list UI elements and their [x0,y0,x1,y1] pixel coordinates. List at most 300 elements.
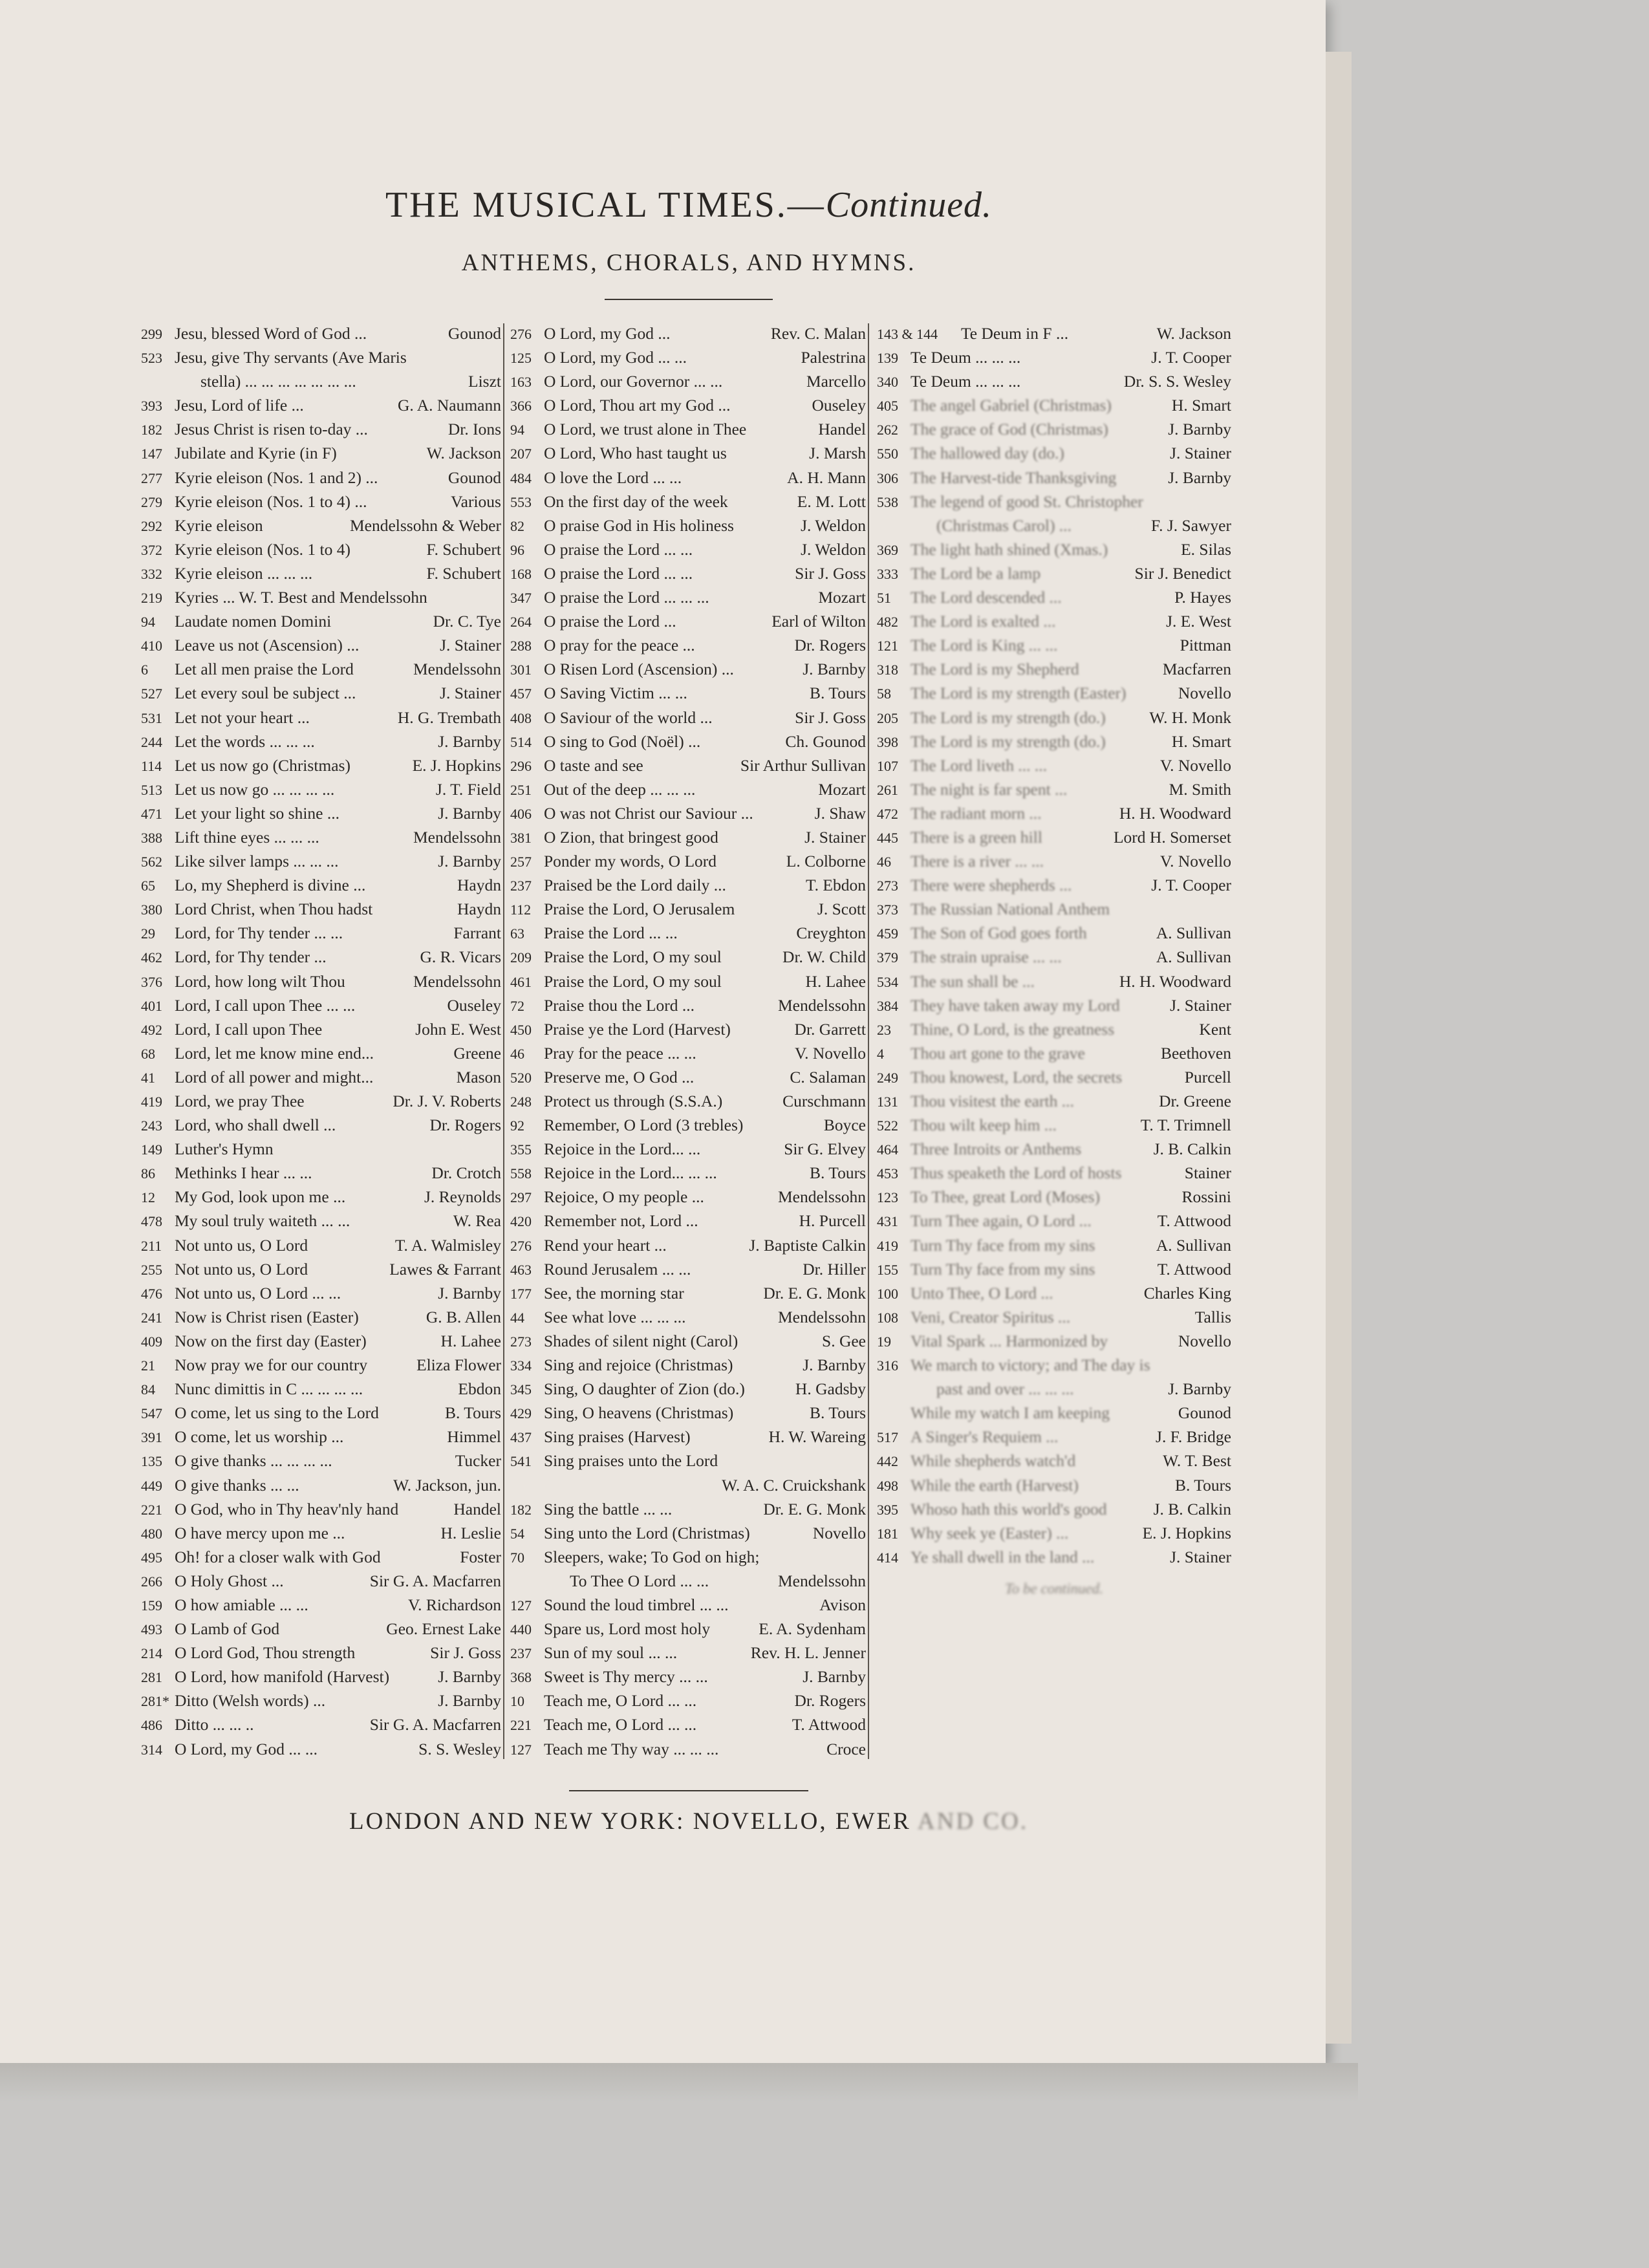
list-item [141,1065,501,1089]
item-number: 123 [877,1189,898,1206]
list-item [510,801,866,825]
bottom-rule [569,1790,808,1791]
list-item [510,1665,866,1689]
item-number: 409 [141,1333,162,1350]
item-composer: J. Shaw [814,803,866,823]
list-item [877,1377,1231,1401]
item-title: The Lord is my strength (do.) [911,731,1106,751]
item-composer: Sir J. Goss [795,707,866,727]
item-number: 12 [141,1189,155,1206]
list-item [510,1545,866,1569]
item-number: 316 [877,1357,898,1374]
list-item [877,1041,1231,1065]
item-composer: Mendelssohn [413,660,501,679]
item-number: 182 [141,422,162,438]
item-title: Rend your heart ... [544,1235,667,1255]
list-item [141,1593,501,1617]
list-item [510,1089,866,1113]
item-title: Sing and rejoice (Christmas) [544,1355,733,1375]
item-number: 345 [510,1381,532,1398]
item-title: The Lord is exalted ... [911,612,1056,631]
list-item [877,706,1231,729]
list-item [141,1545,501,1569]
list-item [141,1569,501,1593]
list-item [877,753,1231,777]
list-item [510,490,866,513]
item-title: O come, let us sing to the Lord [175,1403,379,1423]
item-composer: B. Tours [809,684,866,703]
item-number: 257 [510,854,532,870]
list-item [510,393,866,417]
list-item [877,609,1231,633]
item-number: 301 [510,662,532,678]
item-composer: Ouseley [812,396,866,415]
item-composer: G. B. Allen [426,1307,501,1326]
item-number: 450 [510,1021,532,1038]
item-composer: Pittman [1180,636,1231,655]
item-title: stella) ... ... ... ... ... ... ... [200,372,356,391]
item-title: The radiant morn ... [911,803,1042,823]
item-composer: J. F. Bridge [1156,1427,1231,1447]
list-item [510,969,866,993]
list-item [510,1497,866,1521]
item-composer: Sir J. Benedict [1134,563,1231,583]
item-title: Thou visitest the earth ... [911,1092,1074,1110]
item-title: Teach me Thy way ... ... ... [544,1739,719,1758]
list-item [877,993,1231,1017]
list-item [877,1089,1231,1113]
list-item [141,1497,501,1521]
item-composer: F. Schubert [426,563,501,583]
item-composer: Himmel [447,1427,501,1447]
item-number: 391 [141,1429,162,1446]
list-item [141,513,501,537]
item-composer: Haydn [457,876,501,895]
list-item [141,1641,501,1665]
item-composer: Handel [453,1499,501,1518]
item-composer: G. R. Vicars [420,947,501,967]
item-number: 388 [141,829,162,846]
list-item [510,1473,866,1497]
list-item [141,1377,501,1401]
item-number: 248 [510,1094,532,1110]
list-item [510,681,866,705]
item-number: 381 [510,829,532,846]
list-item [141,1521,501,1545]
item-composer: F. Schubert [426,539,501,559]
item-composer: Ch. Gounod [785,731,866,751]
item-composer: L. Colborne [786,852,866,871]
item-number: 72 [510,997,524,1014]
list-item [510,609,866,633]
item-title: Let us now go (Christmas) [175,755,350,775]
item-composer: J. Stainer [804,827,866,847]
list-item [877,1281,1231,1305]
item-composer: J. Weldon [801,515,866,535]
item-title: The hallowed day (do.) [911,444,1064,463]
list-item [510,466,866,490]
list-item [141,1449,501,1473]
item-composer: J. Stainer [1170,1547,1231,1566]
item-title: Thou art gone to the grave [911,1043,1085,1063]
item-composer: Dr. Greene [1159,1092,1231,1110]
list-item [141,490,501,513]
item-number: 177 [510,1285,532,1302]
item-number: 135 [141,1453,162,1470]
item-composer: J. Stainer [1170,995,1231,1015]
item-title: Not unto us, O Lord [175,1259,308,1279]
item-title: Now on the first day (Easter) [175,1331,367,1350]
item-composer: Novello [812,1523,866,1542]
list-item [877,417,1231,441]
list-item [877,969,1231,993]
item-number: 492 [141,1021,162,1038]
item-number: 522 [877,1118,898,1134]
item-composer: Tallis [1194,1307,1231,1326]
item-composer: H. Purcell [799,1211,866,1231]
item-title: O praise God in His holiness [544,515,734,535]
item-composer: T. Ebdon [805,876,866,895]
item-composer: V. Novello [1159,755,1231,775]
item-title: A Singer's Requiem ... [911,1427,1059,1447]
list-item [141,1737,501,1761]
item-number: 527 [141,686,162,702]
list-item [141,993,501,1017]
list-item [141,369,501,393]
item-number: 513 [141,781,162,798]
item-title: Thou knowest, Lord, the secrets [911,1067,1123,1086]
item-composer: H. Leslie [440,1523,501,1542]
list-item [510,1257,866,1281]
list-item [510,849,866,873]
item-composer: V. Novello [1159,852,1231,871]
item-title: Unto Thee, O Lord ... [911,1283,1053,1302]
item-title: The angel Gabriel (Christmas) [911,396,1112,415]
item-number: 100 [877,1285,898,1302]
item-composer: F. J. Sawyer [1150,515,1231,535]
list-item [877,681,1231,705]
list-item [877,801,1231,825]
item-number: 143 & 144 [877,326,938,342]
list-item [510,897,866,921]
list-item [141,1257,501,1281]
list-item [510,921,866,945]
item-composer: B. Tours [809,1163,866,1183]
list-item [141,849,501,873]
item-number: 334 [510,1357,532,1374]
item-composer: Sir J. Goss [430,1643,501,1663]
item-number: 127 [510,1597,532,1614]
item-number: 380 [141,902,162,918]
item-number: 401 [141,997,162,1014]
column-2 [510,321,866,1761]
item-title: Ponder my words, O Lord [544,852,717,871]
item-composer: Mendelssohn & Weber [349,515,501,535]
item-title: Sweet is Thy mercy ... ... [544,1667,708,1687]
item-number: 484 [510,470,532,486]
item-number: 84 [141,1381,155,1398]
item-composer: E. J. Hopkins [1142,1523,1231,1542]
item-composer: Purcell [1184,1067,1231,1086]
list-item [877,1161,1231,1185]
item-title: Let all men praise the Lord [175,660,354,679]
list-item [510,1113,866,1137]
item-composer: Gounod [1178,1403,1231,1423]
item-title: Praise the Lord, O my soul [544,971,722,991]
list-item [877,1401,1231,1425]
item-number: 379 [877,949,898,966]
item-composer: J. Barnby [1168,420,1231,439]
item-composer: Eliza Flower [416,1355,501,1375]
item-composer: H. Lahee [440,1331,501,1350]
item-number: 82 [510,517,524,534]
item-number: 276 [510,326,532,342]
list-item [510,1233,866,1257]
item-number: 219 [141,590,162,607]
item-number: 205 [877,709,898,726]
item-number: 94 [510,422,524,438]
list-item [141,585,501,609]
item-composer: Mendelssohn [778,1187,866,1207]
item-composer: J. Stainer [1170,444,1231,463]
list-item [877,513,1231,537]
list-item [141,801,501,825]
item-number: 46 [510,1045,524,1062]
item-composer: Liszt [468,372,501,391]
item-title: Vital Spark ... Harmonized by [911,1331,1108,1350]
section-subtitle: ANTHEMS, CHORALS, AND HYMNS. [461,250,916,276]
item-number: 279 [141,493,162,510]
item-title: Rejoice, O my people ... [544,1187,704,1207]
item-composer: J. Weldon [801,539,866,559]
item-title: Ditto (Welsh words) ... [175,1691,326,1711]
item-composer: H. G. Trembath [397,707,501,727]
list-item [510,1377,866,1401]
item-composer: M. Smith [1169,779,1231,799]
footer-text: LONDON AND NEW YORK: NOVELLO, EWER [349,1808,911,1835]
list-item [510,345,866,369]
item-title: Lift thine eyes ... ... ... [175,827,319,847]
item-title: O sing to God (Noël) ... [544,731,701,751]
item-title: Veni, Creator Spiritus ... [911,1307,1071,1326]
item-composer: A. Sullivan [1156,923,1231,943]
item-title: O Lord, we trust alone in Thee [544,420,747,439]
item-title: Turn Thee again, O Lord ... [911,1211,1092,1231]
item-title: Let your light so shine ... [175,803,339,823]
list-item [510,1281,866,1305]
item-number: 288 [510,638,532,654]
list-item [510,873,866,897]
list-item [510,1041,866,1065]
item-title: Ditto ... ... .. [175,1715,254,1734]
list-item [877,393,1231,417]
item-title: O Lord, my God ... ... [544,348,687,367]
list-item [141,537,501,561]
item-title: Nunc dimittis in C ... ... ... ... [175,1379,363,1399]
item-title: Sing, O heavens (Christmas) [544,1403,734,1423]
item-title: Praise ye the Lord (Harvest) [544,1019,731,1039]
page-edge [1326,52,1352,2044]
item-composer: Novello [1178,1331,1231,1350]
list-item [877,561,1231,585]
item-composer: Gounod [447,468,501,487]
list-item [141,969,501,993]
list-item [510,1641,866,1665]
list-item [877,1233,1231,1257]
item-number: 480 [141,1525,162,1542]
item-number: 395 [877,1501,898,1518]
item-title: Not unto us, O Lord ... ... [175,1283,341,1302]
item-composer: P. Hayes [1174,588,1231,607]
item-title: To Thee O Lord ... ... [570,1571,709,1590]
item-title: See what love ... ... ... [544,1307,686,1326]
column-divider [503,323,504,1759]
item-title: O Saving Victim ... ... [544,684,687,703]
item-title: The strain upraise ... ... [911,947,1062,967]
item-composer: Dr. Rogers [429,1116,501,1135]
item-number: 482 [877,614,898,631]
item-number: 264 [510,614,532,631]
item-title: O Lord, my God ... [544,324,671,343]
list-item [510,1185,866,1209]
item-composer: J. T. Cooper [1151,876,1231,895]
list-item [141,1617,501,1641]
item-number: 237 [510,1645,532,1662]
item-title: Rejoice in the Lord... ... ... [544,1163,717,1183]
item-number: 273 [510,1333,532,1350]
item-number: 558 [510,1165,532,1182]
item-number: 471 [141,805,162,822]
item-number: 547 [141,1405,162,1422]
item-number: 29 [141,925,155,942]
item-composer: T. Attwood [1157,1211,1231,1231]
item-title: Te Deum in F ... [961,324,1069,343]
item-number: 406 [510,805,532,822]
item-number: 86 [141,1165,155,1182]
item-number: 420 [510,1213,532,1230]
item-title: The Lord is my strength (do.) [911,707,1106,727]
title-main: THE MUSICAL TIMES.— [385,185,826,225]
item-title: Sing the battle ... ... [544,1499,673,1518]
item-composer: S. S. Wesley [418,1739,501,1758]
item-composer: Dr. S. S. Wesley [1123,372,1231,391]
item-composer: Sir G. A. Macfarren [369,1571,501,1590]
item-number: 46 [877,854,891,870]
item-title: Lo, my Shepherd is divine ... [175,876,366,895]
item-composer: W. Rea [453,1211,501,1231]
list-item [141,1353,501,1377]
item-composer: Dr. C. Tye [433,612,501,631]
item-number: 207 [510,446,532,462]
item-composer: Boyce [823,1116,866,1135]
list-item [510,825,866,849]
item-title: Luther's Hymn [175,1139,274,1159]
item-composer: T. T. Trimnell [1140,1116,1231,1135]
item-title: While my watch I am keeping [911,1403,1110,1423]
item-number: 168 [510,565,532,582]
item-composer: A. Sullivan [1156,1235,1231,1255]
list-item [510,633,866,657]
item-number: 251 [510,781,532,798]
item-title: O have mercy upon me ... [175,1523,345,1542]
item-title: O Lord, how manifold (Harvest) [175,1667,390,1687]
item-composer: H. Gadsby [795,1379,866,1399]
item-title: Round Jerusalem ... ... [544,1259,691,1279]
list-item [141,1305,501,1329]
item-composer: J. Barnby [803,1355,866,1375]
item-composer: Mendelssohn [778,995,866,1015]
list-item [877,490,1231,513]
item-number: 63 [510,925,524,942]
item-number: 211 [141,1237,162,1254]
footer-text-faded: AND CO. [917,1808,1028,1835]
item-number: 121 [877,638,898,654]
item-composer: J. Barnby [803,1667,866,1687]
item-title: Three Introits or Anthems [911,1139,1082,1159]
item-composer: Sir Arthur Sullivan [740,755,866,775]
item-number: 281 [141,1669,162,1686]
list-item [877,369,1231,393]
item-composer: Dr. E. G. Monk [763,1283,866,1302]
item-composer: J. Barnby [1168,468,1231,487]
item-number: 131 [877,1094,898,1110]
item-title: Lord, for Thy tender ... ... [175,923,343,943]
item-title: O Lord, my God ... ... [175,1739,318,1758]
item-composer: H. H. Woodward [1119,803,1231,823]
item-title: Lord, I call upon Thee [175,1019,323,1039]
item-number: 19 [877,1333,891,1350]
item-number: 553 [510,493,532,510]
item-title: While shepherds watch'd [911,1451,1076,1471]
item-composer: Various [451,491,501,511]
list-item [141,729,501,753]
item-number: 384 [877,997,898,1014]
item-title: Ye shall dwell in the land ... [911,1547,1095,1566]
item-number: 94 [141,614,155,631]
list-item [141,561,501,585]
item-number: 306 [877,470,898,486]
item-number: 4 [877,1045,884,1062]
item-composer: C. Salaman [790,1067,866,1086]
list-item [510,1617,866,1641]
item-title: O Lord God, Thou strength [175,1643,356,1663]
item-number: 538 [877,493,898,510]
list-item [877,729,1231,753]
item-number: 408 [510,709,532,726]
item-composer: Dr. Crotch [431,1163,501,1183]
item-title: Jubilate and Kyrie (in F) [175,444,337,463]
column-divider [868,323,869,1759]
item-number: 419 [141,1094,162,1110]
item-composer: J. T. Field [435,779,501,799]
page-shadow [0,2063,1358,2102]
item-number: 112 [510,902,532,918]
publisher-footer [0,1808,1377,1835]
item-title: Laudate nomen Domini [175,612,332,631]
list-item [877,1425,1231,1449]
item-composer: Mendelssohn [413,971,501,991]
item-title: Sing praises unto the Lord [544,1451,718,1471]
list-item [877,1305,1231,1329]
list-item [510,1449,866,1473]
list-item [877,1137,1231,1161]
item-number: 281* [141,1693,169,1710]
list-item [141,1113,501,1137]
item-number: 21 [141,1357,155,1374]
list-item [877,321,1231,345]
item-title: The night is far spent ... [911,779,1068,799]
list-item [141,1281,501,1305]
